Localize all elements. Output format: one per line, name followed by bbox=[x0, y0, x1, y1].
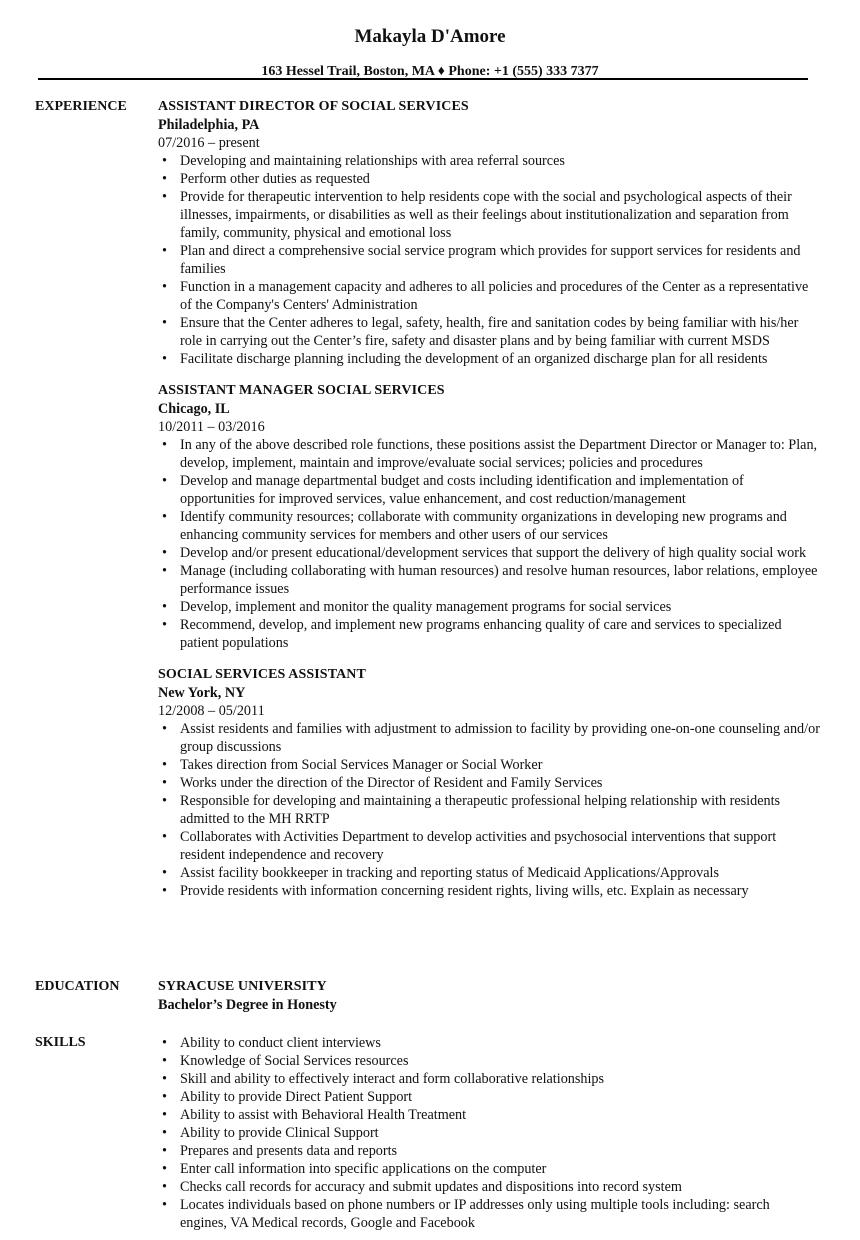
school-name: SYRACUSE UNIVERSITY bbox=[158, 979, 327, 994]
skill-item: • Checks call records for accuracy and submit updates and dispositions into record system bbox=[180, 1178, 820, 1196]
skills-list bbox=[158, 1034, 820, 1232]
section-label-skills: SKILLS bbox=[35, 1035, 86, 1050]
job-location: New York, NY bbox=[158, 685, 246, 701]
job-bullet: • Develop and/or present educational/development services that support the delivery of high quality social work bbox=[180, 544, 820, 562]
job-title: ASSISTANT DIRECTOR OF SOCIAL SERVICES bbox=[158, 99, 469, 114]
job-bullet: • Provide for therapeutic intervention to help residents cope with the social and psychological aspects of their illnesses, impairments, or disabilities as well as their feelings about institutionalization and separation from family, community, physical and emotional loss bbox=[180, 188, 820, 242]
experience-jobs bbox=[158, 98, 820, 900]
job-location: Chicago, IL bbox=[158, 401, 230, 417]
skill-item: • Ability to conduct client interviews bbox=[180, 1034, 820, 1052]
job-bullet: • Works under the direction of the Director of Resident and Family Services bbox=[180, 774, 820, 792]
job-entry bbox=[158, 666, 820, 900]
skill-item: • Skill and ability to effectively interact and form collaborative relationships bbox=[180, 1070, 820, 1088]
job-bullet: • Identify community resources; collaborate with community organizations in developing new programs and enhancing community services for members and other users of our services bbox=[180, 508, 820, 544]
job-bullet: • Takes direction from Social Services Manager or Social Worker bbox=[180, 756, 820, 774]
job-bullet: • Assist facility bookkeeper in tracking and reporting status of Medicaid Applications/Approvals bbox=[180, 864, 820, 882]
job-bullet: • Plan and direct a comprehensive social service program which provides for support services for residents and families bbox=[180, 242, 820, 278]
job-title: SOCIAL SERVICES ASSISTANT bbox=[158, 667, 366, 682]
job-bullet: • In any of the above described role functions, these positions assist the Department Director or Manager to: Plan, develop, implement, maintain and improve/evaluate social services; policies and procedures bbox=[180, 436, 820, 472]
job-entry bbox=[158, 382, 820, 652]
job-bullet: • Collaborates with Activities Department to develop activities and psychosocial interventions that support resident independence and recovery bbox=[180, 828, 820, 864]
job-bullet: • Recommend, develop, and implement new programs enhancing quality of care and services to specialized patient populations bbox=[180, 616, 820, 652]
job-bullet: • Manage (including collaborating with human resources) and resolve human resources, labor relations, employee performance issues bbox=[180, 562, 820, 598]
job-bullets bbox=[158, 436, 820, 652]
section-label-experience: EXPERIENCE bbox=[35, 99, 127, 114]
skill-item: • Ability to provide Direct Patient Support bbox=[180, 1088, 820, 1106]
job-bullets bbox=[158, 152, 820, 368]
job-location: Philadelphia, PA bbox=[158, 117, 260, 133]
skill-item: • Ability to assist with Behavioral Health Treatment bbox=[180, 1106, 820, 1124]
skill-item: • Prepares and presents data and reports bbox=[180, 1142, 820, 1160]
skill-item: • Enter call information into specific applications on the computer bbox=[180, 1160, 820, 1178]
job-entry bbox=[158, 98, 820, 368]
skills-section bbox=[35, 1034, 820, 1232]
skill-item: • Ability to provide Clinical Support bbox=[180, 1124, 820, 1142]
job-dates: 07/2016 – present bbox=[158, 135, 260, 151]
job-bullet: • Function in a management capacity and adheres to all policies and procedures of the Center as a representative of the Company's Centers' Administration bbox=[180, 278, 820, 314]
job-dates: 12/2008 – 05/2011 bbox=[158, 703, 265, 719]
candidate-name: Makayla D'Amore bbox=[354, 26, 506, 47]
job-bullets bbox=[158, 720, 820, 900]
job-bullet: • Facilitate discharge planning including the development of an organized discharge plan for all residents bbox=[180, 350, 820, 368]
job-bullet: • Assist residents and families with adjustment to admission to facility by providing one-on-one counseling and/or group discussions bbox=[180, 720, 820, 756]
experience-section bbox=[35, 98, 820, 900]
job-bullet: • Responsible for developing and maintaining a therapeutic professional helping relationship with residents admitted to the MH RRTP bbox=[180, 792, 820, 828]
job-bullet: • Develop and manage departmental budget and costs including identification and implementation of opportunities for improved services, value enhancement, and cost reduction/management bbox=[180, 472, 820, 508]
education-section bbox=[35, 978, 820, 1014]
resume-header bbox=[0, 0, 860, 81]
job-bullet: • Perform other duties as requested bbox=[180, 170, 820, 188]
header-divider bbox=[38, 78, 808, 80]
job-bullet: • Developing and maintaining relationships with area referral sources bbox=[180, 152, 820, 170]
contact-line: 163 Hessel Trail, Boston, MA ♦ Phone: +1 (555) 333 7377 bbox=[261, 64, 599, 79]
job-bullet: • Develop, implement and monitor the quality management programs for social services bbox=[180, 598, 820, 616]
job-dates: 10/2011 – 03/2016 bbox=[158, 419, 265, 435]
section-label-education: EDUCATION bbox=[35, 979, 120, 994]
degree: Bachelor’s Degree in Honesty bbox=[158, 997, 337, 1013]
skill-item: • Locates individuals based on phone numbers or IP addresses only using multiple tools including: search engines, VA Medical records, Google and Facebook bbox=[180, 1196, 820, 1232]
job-bullet: • Provide residents with information concerning resident rights, living wills, etc. Explain as necessary bbox=[180, 882, 820, 900]
job-title: ASSISTANT MANAGER SOCIAL SERVICES bbox=[158, 383, 445, 398]
job-bullet: • Ensure that the Center adheres to legal, safety, health, fire and sanitation codes by being familiar with his/her role in carrying out the Center’s fire, safety and disaster plans and by being familiar with current MSDS bbox=[180, 314, 820, 350]
skill-item: • Knowledge of Social Services resources bbox=[180, 1052, 820, 1070]
